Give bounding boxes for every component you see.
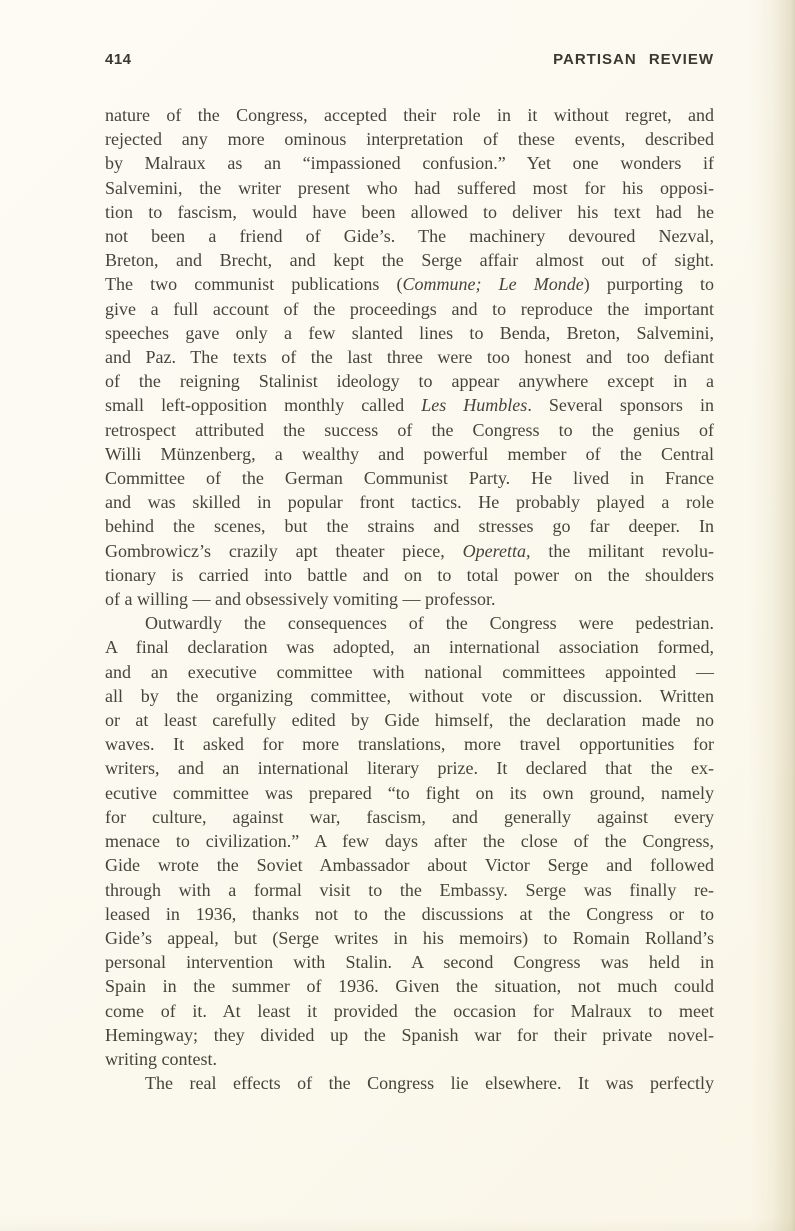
text-line <box>105 1023 714 1047</box>
text-line <box>105 781 714 805</box>
text-line <box>105 369 714 393</box>
text-line <box>105 321 714 345</box>
text-segment: come of it. At least it provided the occasion for Malraux to meet <box>105 1000 714 1021</box>
paragraph <box>105 1071 714 1095</box>
text-line <box>105 297 714 321</box>
text-segment: tionary is carried into battle and on to total power on the shoulders <box>105 564 714 585</box>
text-line <box>105 926 714 950</box>
text-segment: writing contest. <box>105 1048 217 1069</box>
text-segment: The real effects of the Congress lie elsewhere. It was perfectly <box>145 1073 714 1094</box>
text-line <box>105 587 714 611</box>
text-segment: of a willing — and obsessively vomiting — professor. <box>105 589 496 610</box>
text-segment: tion to fascism, would have been allowed to deliver his text had he <box>105 201 714 222</box>
paragraph <box>105 611 714 1071</box>
text-segment: Spain in the summer of 1936. Given the situation, not much could <box>105 976 714 997</box>
text-line <box>105 224 714 248</box>
text-segment: personal intervention with Stalin. A second Congress was held in <box>105 952 714 973</box>
italic-text: Les Humbles <box>421 395 528 416</box>
text-segment: Salvemini, the writer present who had suffered most for his opposi- <box>105 177 714 198</box>
text-segment: . Several sponsors in <box>527 395 715 416</box>
text-segment: or at least carefully edited by Gide himself, the declaration made no <box>105 710 714 731</box>
text-line <box>105 635 714 659</box>
text-segment: Willi Münzenberg, a wealthy and powerful member of the Central <box>105 443 714 464</box>
page-right-edge-shadow <box>749 0 795 1231</box>
text-line <box>105 176 714 200</box>
text-line <box>105 974 714 998</box>
text-segment: for culture, against war, fascism, and generally against every <box>105 806 714 827</box>
text-segment: Hemingway; they divided up the Spanish war for their private novel- <box>105 1024 714 1045</box>
text-segment: Outwardly the consequences of the Congress were pedestrian. <box>145 613 714 634</box>
text-line <box>105 878 714 902</box>
text-line <box>105 103 714 127</box>
text-segment: A final declaration was adopted, an international association formed, <box>105 637 714 658</box>
text-line <box>105 950 714 974</box>
text-segment: ) purporting to <box>583 274 714 295</box>
text-segment: Gombrowicz’s crazily apt theater piece, <box>105 540 463 561</box>
text-segment: small left-opposition monthly called <box>105 395 422 416</box>
page-header <box>105 51 714 68</box>
text-segment: nature of the Congress, accepted their role in it without regret, and <box>105 105 714 125</box>
text-line <box>105 127 714 151</box>
text-line <box>105 805 714 829</box>
italic-text: Commune; Le Monde <box>402 274 584 295</box>
page-number: 414 <box>105 51 132 68</box>
text-line <box>105 514 714 538</box>
text-line <box>105 1071 714 1095</box>
text-segment: give a full account of the proceedings and to reproduce the important <box>105 298 714 319</box>
text-line <box>105 1047 714 1071</box>
text-segment: retrospect attributed the success of the Congress to the genius of <box>105 419 714 440</box>
text-segment: not been a friend of Gide’s. The machinery devoured Nezval, <box>105 226 714 247</box>
text-segment: The two communist publications ( <box>105 274 403 295</box>
text-line <box>105 684 714 708</box>
text-line <box>105 829 714 853</box>
text-segment: and Paz. The texts of the last three were too honest and too defiant <box>105 347 714 368</box>
text-segment: Breton, and Brecht, and kept the Serge affair almost out of sight. <box>105 250 714 271</box>
text-line <box>105 466 714 490</box>
text-line <box>105 999 714 1023</box>
text-line <box>105 611 714 635</box>
text-segment: menace to civilization.” A few days after the close of the Congress, <box>105 831 714 852</box>
text-segment: ecutive committee was prepared “to fight on its own ground, namely <box>105 782 714 803</box>
text-line <box>105 853 714 877</box>
text-segment: leased in 1936, thanks not to the discussions at the Congress or to <box>105 903 714 924</box>
paragraph <box>105 103 714 611</box>
text-block <box>105 103 714 1095</box>
page-bottom-edge-shadow <box>0 1217 795 1231</box>
text-segment: rejected any more ominous interpretation of these events, described <box>105 129 714 150</box>
text-line <box>105 490 714 514</box>
text-line <box>105 732 714 756</box>
text-segment: behind the scenes, but the strains and stresses go far deeper. In <box>105 516 714 537</box>
text-segment: through with a formal visit to the Embassy. Serge was finally re- <box>105 879 714 900</box>
text-segment: writers, and an international literary prize. It declared that the ex- <box>105 758 714 779</box>
text-segment: and was skilled in popular front tactics. He probably played a role <box>105 492 714 513</box>
text-segment: and an executive committee with national committees appointed — <box>105 661 714 682</box>
text-line <box>105 539 714 563</box>
text-line <box>105 151 714 175</box>
text-line <box>105 902 714 926</box>
text-segment: waves. It asked for more translations, more travel opportunities for <box>105 734 714 755</box>
text-segment: the militant revolu- <box>530 540 714 561</box>
text-line <box>105 442 714 466</box>
text-line <box>105 756 714 780</box>
text-line <box>105 418 714 442</box>
italic-text: Operetta, <box>462 540 531 561</box>
text-line <box>105 200 714 224</box>
text-segment: of the reigning Stalinist ideology to appear anywhere except in a <box>105 371 714 392</box>
text-line <box>105 393 714 417</box>
text-line <box>105 248 714 272</box>
text-line <box>105 708 714 732</box>
text-line <box>105 563 714 587</box>
text-line <box>105 272 714 296</box>
text-segment: Gide wrote the Soviet Ambassador about Victor Serge and followed <box>105 855 714 876</box>
text-line <box>105 345 714 369</box>
text-segment: Gide’s appeal, but (Serge writes in his memoirs) to Romain Rolland’s <box>105 927 714 948</box>
text-segment: speeches gave only a few slanted lines to Benda, Breton, Salvemini, <box>105 322 714 343</box>
text-line <box>105 660 714 684</box>
text-segment: by Malraux as an “impassioned confusion.” Yet one wonders if <box>105 153 714 174</box>
journal-title: PARTISAN REVIEW <box>553 51 714 68</box>
text-segment: all by the organizing committee, without vote or discussion. Written <box>105 685 714 706</box>
text-segment: Committee of the German Communist Party. He lived in France <box>105 468 714 489</box>
